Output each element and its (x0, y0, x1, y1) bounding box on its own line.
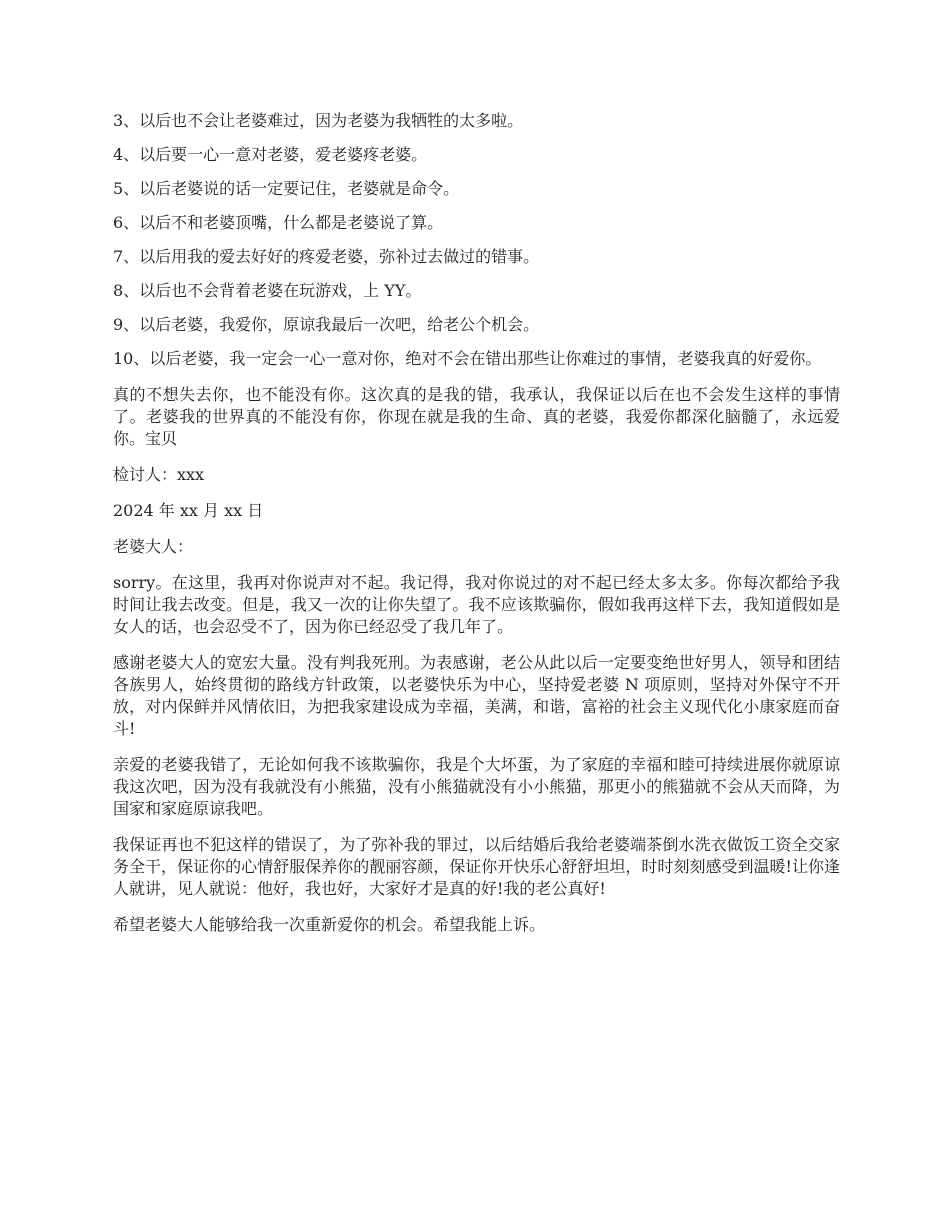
list-item: 5、以后老婆说的话一定要记住，老婆就是命令。 (113, 179, 460, 198)
salutation: 老婆大人： (113, 537, 194, 556)
list-item: 3、以后也不会让老婆难过，因为老婆为我牺牲的太多啦。 (113, 111, 524, 130)
body-paragraph: 感谢老婆大人的宽宏大量。没有判我死刑。为表感谢，老公从此以后一定要变绝世好男人，领导和团结各族男人，始终贯彻的路线方针政策，以老婆快乐为中心，坚持爱老婆 N 项原则，坚持对外保守不开放，对内保鲜并风情依旧，为把我家建设成为幸福，美满，和谐，富裕的社会主义现代化小康家庭而奋斗! (113, 653, 840, 738)
list-item: 7、以后用我的爱去好好的疼爱老婆，弥补过去做过的错事。 (113, 247, 540, 266)
body-paragraph: 亲爱的老婆我错了，无论如何我不该欺骗你，我是个大坏蛋，为了家庭的幸福和睦可持续进展你就原谅我这次吧，因为没有我就没有小熊猫，没有小熊猫就没有小小熊猫，那更小的熊猫就不会从天而降，为国家和家庭原谅我吧。 (113, 755, 840, 818)
body-paragraph: 我保证再也不犯这样的错误了，为了弥补我的罪过，以后结婚后我给老婆端茶倒水洗衣做饭工资全交家务全干，保证你的心情舒服保养你的靓丽容颜，保证你开快乐心舒舒坦坦，时时刻刻感受到温暖!让你逢人就讲，见人就说：他好，我也好，大家好才是真的好!我的老公真好! (113, 835, 840, 898)
signature: 检讨人：xxx (113, 465, 205, 484)
body-paragraph: 希望老婆大人能够给我一次重新爱你的机会。希望我能上诉。 (113, 915, 546, 934)
list-item: 6、以后不和老婆顶嘴，什么都是老婆说了算。 (113, 213, 444, 232)
list-item: 4、以后要一心一意对老婆，爱老婆疼老婆。 (113, 145, 428, 164)
list-item: 9、以后老婆，我爱你，原谅我最后一次吧，给老公个机会。 (113, 315, 540, 334)
date: 2024 年 xx 月 xx 日 (113, 501, 264, 520)
list-item: 10、以后老婆，我一定会一心一意对你，绝对不会在错出那些让你难过的事情，老婆我真的好爱你。 (113, 349, 822, 368)
document-page (113, 110, 840, 950)
list-item: 8、以后也不会背着老婆在玩游戏，上 YY。 (113, 281, 422, 300)
closing-paragraph: 真的不想失去你，也不能没有你。这次真的是我的错，我承认，我保证以后在也不会发生这样的事情了。老婆我的世界真的不能没有你，你现在就是我的生命、真的老婆，我爱你都深化脑髓了，永远爱你。宝贝 (113, 385, 840, 448)
body-paragraph: sorry。在这里，我再对你说声对不起。我记得，我对你说过的对不起已经太多太多。你每次都给予我时间让我去改变。但是，我又一次的让你失望了。我不应该欺骗你，假如我再这样下去，我知道假如是女人的话，也会忍受不了，因为你已经忍受了我几年了。 (113, 573, 840, 636)
